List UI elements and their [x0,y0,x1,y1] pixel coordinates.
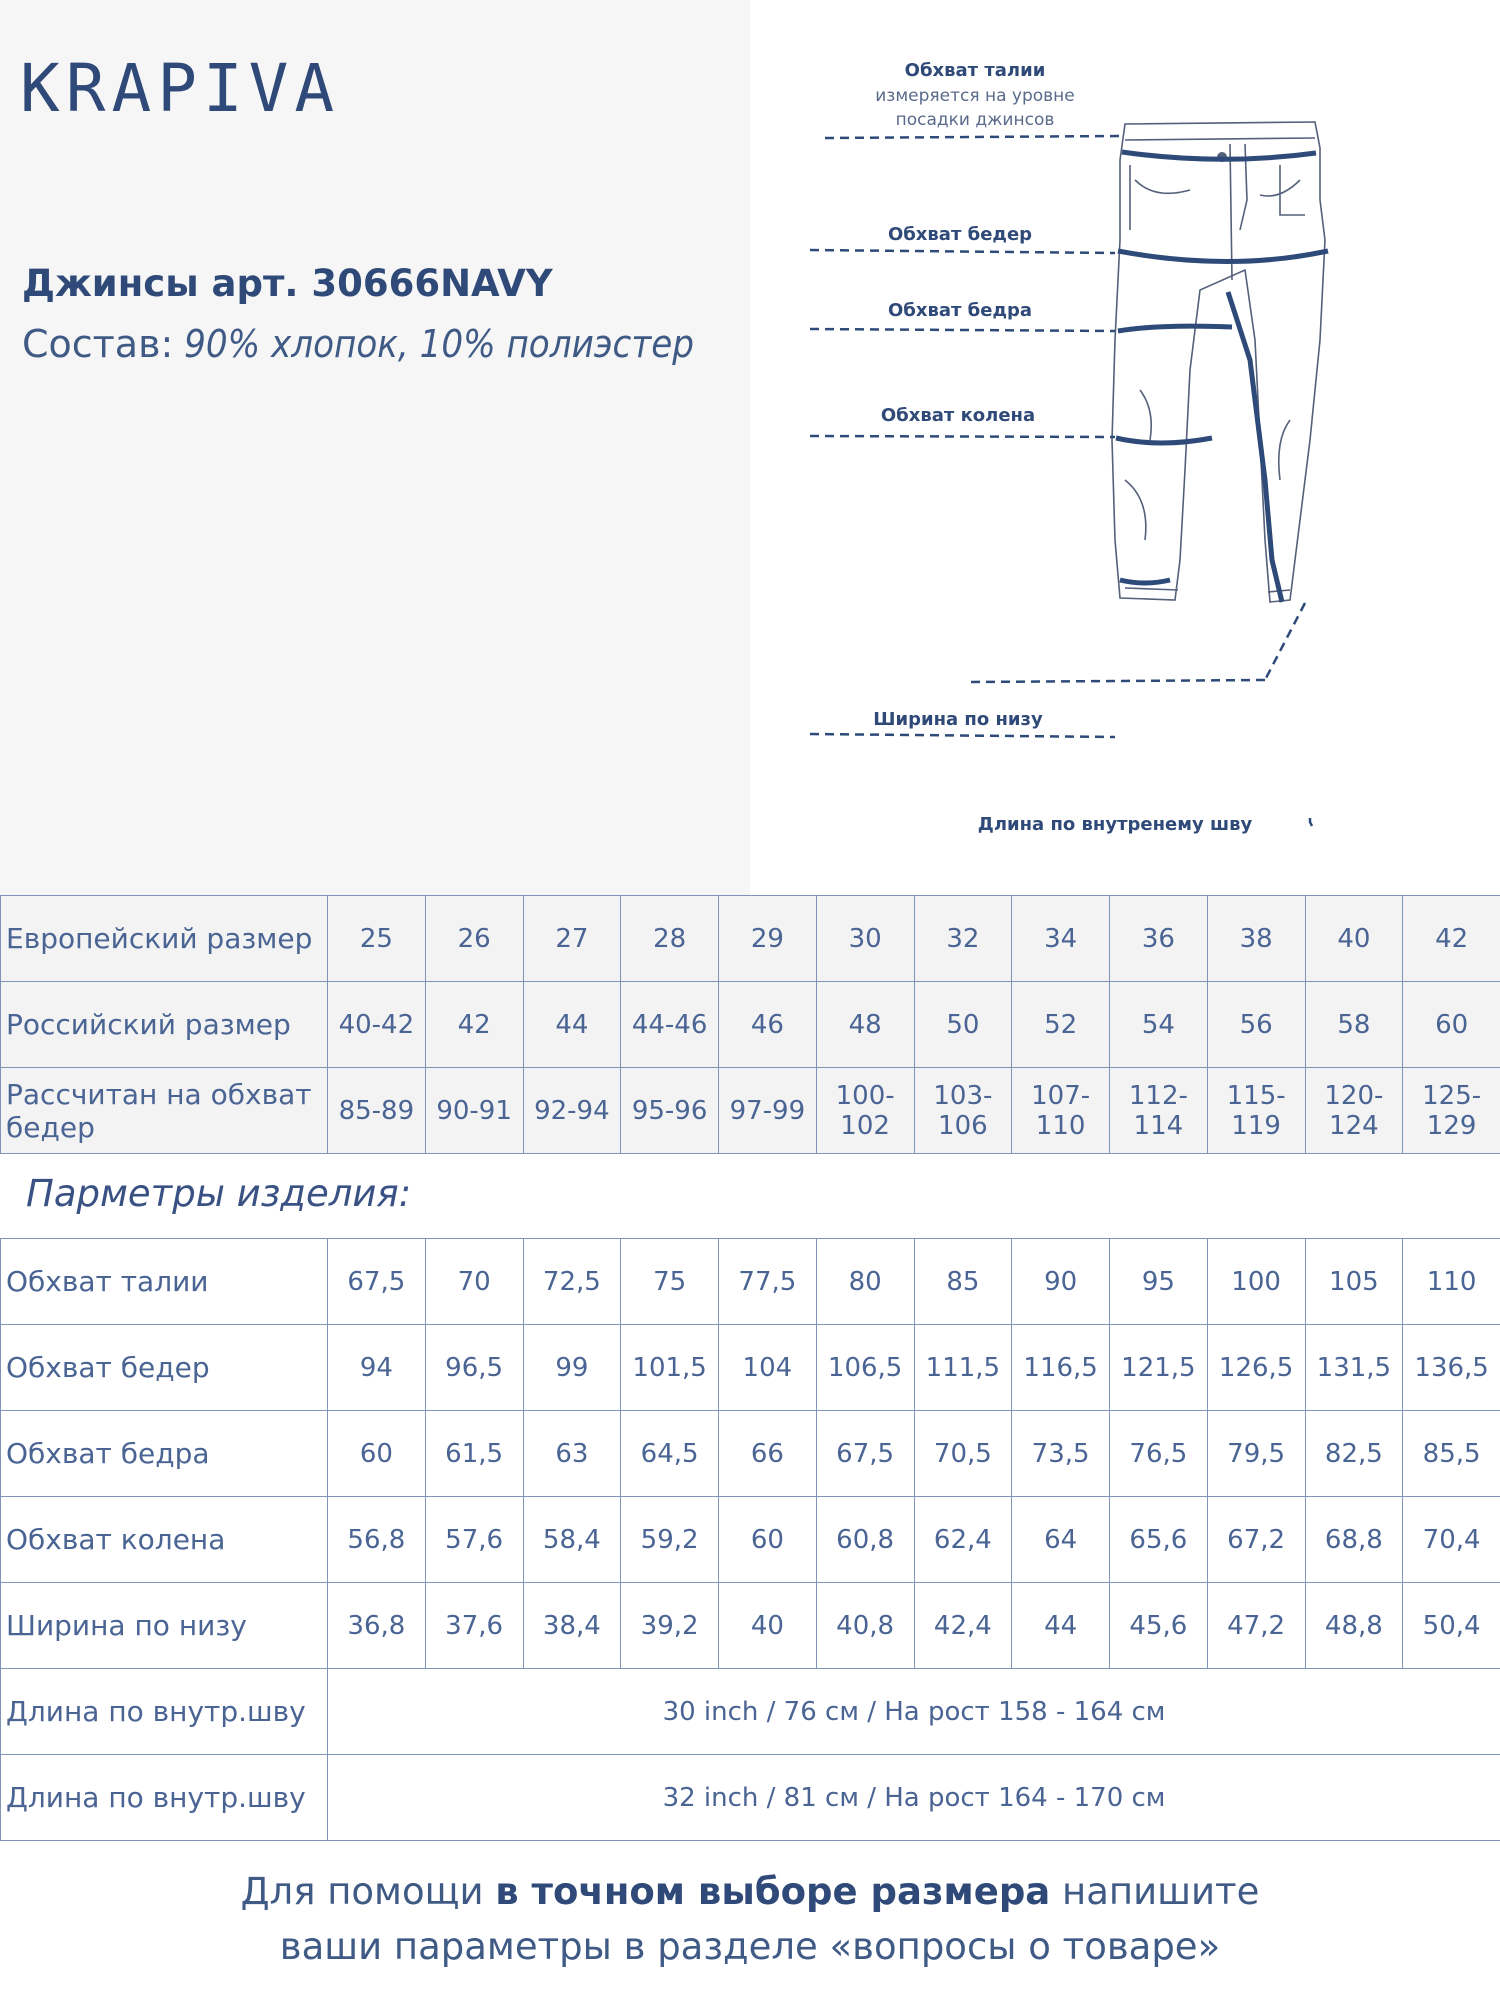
table-cell: 44 [523,982,621,1068]
table-cell: 72,5 [523,1239,621,1325]
table-cell: 90 [1012,1239,1110,1325]
row-label: Обхват бедра [1,1411,328,1497]
table-cell: 60 [719,1497,817,1583]
table-cell: 40 [1305,896,1403,982]
table-cell: 57,6 [425,1497,523,1583]
footer-line-1 [0,1870,1500,1913]
table-cell: 29 [719,896,817,982]
table-cell: 60 [328,1411,426,1497]
table-cell: 42 [1403,896,1500,982]
table-cell: 65,6 [1110,1497,1208,1583]
table-cell: 95 [1110,1239,1208,1325]
size-table [0,895,1500,1154]
table-cell: 70,4 [1403,1497,1500,1583]
table-cell: 96,5 [425,1325,523,1411]
table-cell: 62,4 [914,1497,1012,1583]
jeans-measurement-diagram [760,40,1500,870]
span-cell: 30 inch / 76 см / На рост 158 - 164 см [328,1669,1500,1755]
table-cell: 92-94 [523,1068,621,1154]
row-label: Обхват бедер [1,1325,328,1411]
table-cell: 68,8 [1305,1497,1403,1583]
table-cell: 58,4 [523,1497,621,1583]
table-cell: 39,2 [621,1583,719,1669]
label-knee: Обхват колена [880,405,1036,426]
table-cell: 121,5 [1110,1325,1208,1411]
table-cell: 32 [914,896,1012,982]
table-cell: 56,8 [328,1497,426,1583]
table-cell: 120-124 [1305,1068,1403,1154]
product-title: Джинсы арт. 30666NAVY [22,262,553,305]
table-cell: 110 [1403,1239,1500,1325]
table-cell: 34 [1012,896,1110,982]
table-cell: 46 [719,982,817,1068]
inseam-leader-line [1265,603,1305,680]
table-cell: 67,2 [1207,1497,1305,1583]
table-cell: 36 [1110,896,1208,982]
jeans-outline-icon [1112,122,1325,602]
table-cell: 64,5 [621,1411,719,1497]
product-composition [22,322,694,366]
table-cell: 40 [719,1583,817,1669]
table-cell: 70,5 [914,1411,1012,1497]
table-row-span [1,1669,1500,1755]
table-cell: 112-114 [1110,1068,1208,1154]
params-table [0,1238,1500,1841]
header-panel [0,0,750,895]
composition-label: Состав: [22,322,174,366]
table-cell: 36,8 [328,1583,426,1669]
row-label: Обхват колена [1,1497,328,1583]
span-cell: 32 inch / 81 см / На рост 164 - 170 см [328,1755,1500,1841]
table-cell: 45,6 [1110,1583,1208,1669]
table-cell: 111,5 [914,1325,1012,1411]
table-cell: 76,5 [1110,1411,1208,1497]
table-cell: 48 [816,982,914,1068]
row-label: Российский размер [1,982,328,1068]
footer-pre: Для помощи [240,1870,496,1913]
table-cell: 116,5 [1012,1325,1110,1411]
table-cell: 85 [914,1239,1012,1325]
table-row-span [1,1755,1500,1841]
table-cell: 27 [523,896,621,982]
label-inseam: Длина по внутренему шву [977,814,1253,835]
table-cell: 100-102 [816,1068,914,1154]
table-cell: 70 [425,1239,523,1325]
table-cell: 42 [425,982,523,1068]
table-cell: 42,4 [914,1583,1012,1669]
table-cell: 28 [621,896,719,982]
row-label: Длина по внутр.шву [1,1755,328,1841]
label-waist-note2: посадки джинсов [895,110,1055,130]
table-cell: 61,5 [425,1411,523,1497]
table-cell: 40,8 [816,1583,914,1669]
table-cell: 60,8 [816,1497,914,1583]
table-cell: 64 [1012,1497,1110,1583]
table-cell: 59,2 [621,1497,719,1583]
table-cell: 107-110 [1012,1068,1110,1154]
table-cell: 103-106 [914,1068,1012,1154]
table-cell: 104 [719,1325,817,1411]
measurement-lines [1116,152,1328,602]
table-cell: 99 [523,1325,621,1411]
table-cell: 106,5 [816,1325,914,1411]
label-waist: Обхват талии [904,60,1046,81]
row-label: Ширина по низу [1,1583,328,1669]
table-cell: 50,4 [1403,1583,1500,1669]
table-row [1,1239,1500,1325]
table-cell: 58 [1305,982,1403,1068]
label-waist-note1: измеряется на уровне [875,86,1075,106]
table-row [1,1411,1500,1497]
table-cell: 37,6 [425,1583,523,1669]
row-label: Рассчитан на обхват бедер [1,1068,328,1154]
footer-bold: в точном выборе размера [495,1870,1051,1913]
footer-post: напишите [1050,1870,1260,1913]
table-cell: 105 [1305,1239,1403,1325]
table-cell: 50 [914,982,1012,1068]
footer-line-2: ваши параметры в разделе «вопросы о товаре» [279,1925,1221,1968]
table-cell: 94 [328,1325,426,1411]
label-hips: Обхват бедер [887,224,1033,245]
table-cell: 131,5 [1305,1325,1403,1411]
table-cell: 30 [816,896,914,982]
table-cell: 40-42 [328,982,426,1068]
table-cell: 73,5 [1012,1411,1110,1497]
table-cell: 63 [523,1411,621,1497]
table-cell: 101,5 [621,1325,719,1411]
table-cell: 80 [816,1239,914,1325]
composition-value: 90% хлопок, 10% полиэстер [173,322,694,366]
table-cell: 90-91 [425,1068,523,1154]
table-cell: 126,5 [1207,1325,1305,1411]
label-thigh: Обхват бедра [887,300,1033,321]
table-cell: 47,2 [1207,1583,1305,1669]
table-cell: 75 [621,1239,719,1325]
table-row [1,982,1500,1068]
table-row [1,1583,1500,1669]
table-cell: 115-119 [1207,1068,1305,1154]
inseam-leader-base [970,680,1265,682]
row-label: Длина по внутр.шву [1,1669,328,1755]
table-cell: 56 [1207,982,1305,1068]
params-title: Парметры изделия: [26,1172,412,1215]
table-cell: 26 [425,896,523,982]
table-cell: 97-99 [719,1068,817,1154]
table-cell: 25 [328,896,426,982]
table-cell: 67,5 [328,1239,426,1325]
table-cell: 79,5 [1207,1411,1305,1497]
row-label: Европейский размер [1,896,328,982]
table-cell: 85-89 [328,1068,426,1154]
table-row [1,1325,1500,1411]
table-cell: 38 [1207,896,1305,982]
label-hem: Ширина по низу [873,709,1043,730]
table-cell: 60 [1403,982,1500,1068]
table-row [1,896,1500,982]
table-cell: 67,5 [816,1411,914,1497]
table-cell: 136,5 [1403,1325,1500,1411]
table-cell: 44 [1012,1583,1110,1669]
table-cell: 44-46 [621,982,719,1068]
table-cell: 95-96 [621,1068,719,1154]
row-label: Обхват талии [1,1239,328,1325]
table-cell: 38,4 [523,1583,621,1669]
table-row [1,1068,1500,1154]
table-cell: 100 [1207,1239,1305,1325]
table-row [1,1497,1500,1583]
table-cell: 48,8 [1305,1583,1403,1669]
table-cell: 125-129 [1403,1068,1500,1154]
table-cell: 52 [1012,982,1110,1068]
table-cell: 66 [719,1411,817,1497]
brand-logo: KRAPIVA [20,50,341,127]
table-cell: 77,5 [719,1239,817,1325]
table-cell: 54 [1110,982,1208,1068]
table-cell: 82,5 [1305,1411,1403,1497]
table-cell: 85,5 [1403,1411,1500,1497]
